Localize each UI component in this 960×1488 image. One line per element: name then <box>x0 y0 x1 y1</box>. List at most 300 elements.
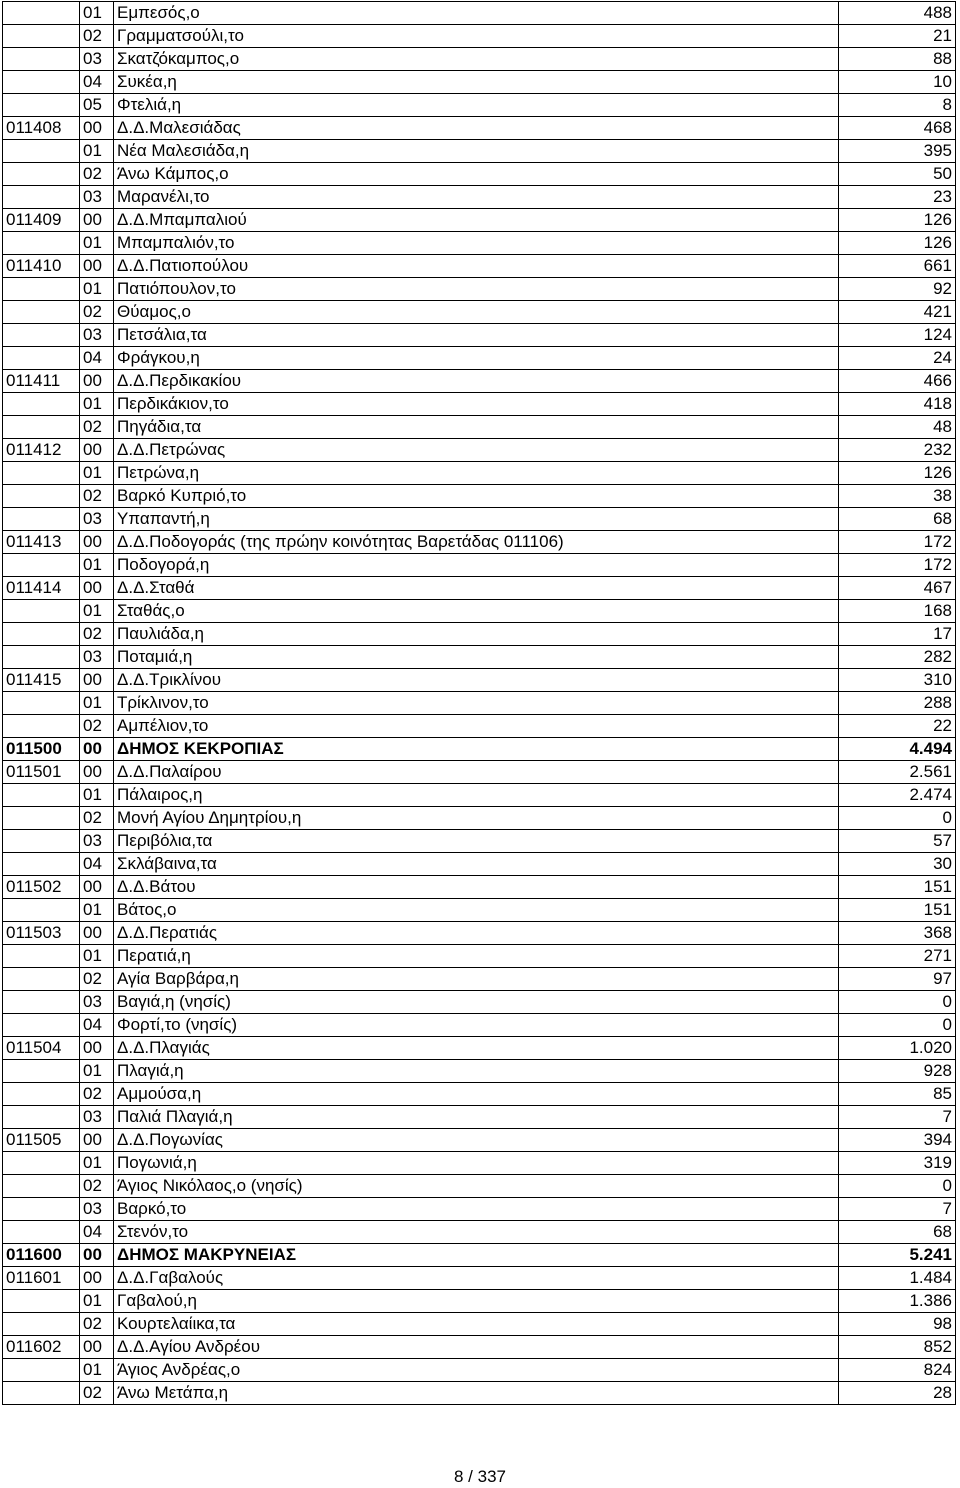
table-row <box>3 692 956 715</box>
row-code <box>3 1198 80 1221</box>
row-name: Φτελιά,η <box>114 94 839 117</box>
row-name: Άγιος Ανδρέας,ο <box>114 1359 839 1382</box>
table-row <box>3 1382 956 1405</box>
row-code <box>3 1014 80 1037</box>
row-population: 10 <box>839 71 956 94</box>
row-population: 172 <box>839 554 956 577</box>
table-row <box>3 968 956 991</box>
table-row <box>3 600 956 623</box>
row-population: 28 <box>839 1382 956 1405</box>
row-subcode: 05 <box>80 94 114 117</box>
row-name: Γραμματσούλι,το <box>114 25 839 48</box>
row-subcode: 01 <box>80 692 114 715</box>
row-code <box>3 301 80 324</box>
row-population: 68 <box>839 1221 956 1244</box>
row-population: 467 <box>839 577 956 600</box>
row-population: 97 <box>839 968 956 991</box>
row-subcode: 01 <box>80 945 114 968</box>
row-population: 48 <box>839 416 956 439</box>
row-name: Πλαγιά,η <box>114 1060 839 1083</box>
row-code <box>3 623 80 646</box>
table-row <box>3 830 956 853</box>
row-name: Βάτος,ο <box>114 899 839 922</box>
table-row <box>3 1359 956 1382</box>
row-population: 5.241 <box>839 1244 956 1267</box>
row-population: 151 <box>839 899 956 922</box>
row-population: 8 <box>839 94 956 117</box>
row-name: Δ.Δ.Μπαμπαλιού <box>114 209 839 232</box>
row-name: Δ.Δ.Πετρώνας <box>114 439 839 462</box>
row-subcode: 00 <box>80 738 114 761</box>
row-code <box>3 232 80 255</box>
row-subcode: 00 <box>80 1336 114 1359</box>
table-row <box>3 899 956 922</box>
row-population: 395 <box>839 140 956 163</box>
row-subcode: 04 <box>80 71 114 94</box>
row-code: 011408 <box>3 117 80 140</box>
row-subcode: 03 <box>80 1198 114 1221</box>
row-subcode: 01 <box>80 554 114 577</box>
row-population: 30 <box>839 853 956 876</box>
row-code <box>3 1359 80 1382</box>
row-population: 1.484 <box>839 1267 956 1290</box>
row-code <box>3 715 80 738</box>
row-subcode: 00 <box>80 669 114 692</box>
row-subcode: 02 <box>80 623 114 646</box>
row-code <box>3 393 80 416</box>
row-name: Άγιος Νικόλαος,ο (νησίς) <box>114 1175 839 1198</box>
row-code <box>3 347 80 370</box>
row-code <box>3 140 80 163</box>
row-code <box>3 646 80 669</box>
row-name: Δ.Δ.Σταθά <box>114 577 839 600</box>
row-subcode: 02 <box>80 301 114 324</box>
row-name: Παυλιάδα,η <box>114 623 839 646</box>
row-code <box>3 784 80 807</box>
row-name: Υπαπαντή,η <box>114 508 839 531</box>
table-row <box>3 1060 956 1083</box>
row-population: 85 <box>839 1083 956 1106</box>
row-code: 011410 <box>3 255 80 278</box>
table-row <box>3 738 956 761</box>
row-name: Μαρανέλι,το <box>114 186 839 209</box>
row-population: 852 <box>839 1336 956 1359</box>
row-code <box>3 416 80 439</box>
table-row <box>3 1198 956 1221</box>
table-row <box>3 1336 956 1359</box>
row-subcode: 00 <box>80 577 114 600</box>
table-row <box>3 439 956 462</box>
row-name: Πηγάδια,τα <box>114 416 839 439</box>
table-row <box>3 255 956 278</box>
row-population: 92 <box>839 278 956 301</box>
row-code <box>3 968 80 991</box>
row-population: 466 <box>839 370 956 393</box>
row-code: 011602 <box>3 1336 80 1359</box>
row-subcode: 03 <box>80 991 114 1014</box>
row-code <box>3 807 80 830</box>
row-population: 7 <box>839 1106 956 1129</box>
row-name: Σκατζόκαμπος,ο <box>114 48 839 71</box>
row-population: 168 <box>839 600 956 623</box>
row-name: Δ.Δ.Τρικλίνου <box>114 669 839 692</box>
row-name: ΔΗΜΟΣ ΜΑΚΡΥΝΕΙΑΣ <box>114 1244 839 1267</box>
table-row <box>3 991 956 1014</box>
row-population: 421 <box>839 301 956 324</box>
table-row <box>3 1221 956 1244</box>
table-row <box>3 761 956 784</box>
table-row <box>3 508 956 531</box>
row-subcode: 00 <box>80 1267 114 1290</box>
row-name: Γαβαλού,η <box>114 1290 839 1313</box>
row-subcode: 03 <box>80 48 114 71</box>
row-subcode: 01 <box>80 784 114 807</box>
table-body <box>3 2 956 1405</box>
row-name: Μπαμπαλιόν,το <box>114 232 839 255</box>
table-row <box>3 117 956 140</box>
row-subcode: 03 <box>80 830 114 853</box>
row-population: 0 <box>839 807 956 830</box>
row-name: Δ.Δ.Πλαγιάς <box>114 1037 839 1060</box>
row-subcode: 01 <box>80 232 114 255</box>
row-code <box>3 1106 80 1129</box>
row-code <box>3 1221 80 1244</box>
table-row <box>3 278 956 301</box>
row-name: Περιβόλια,τα <box>114 830 839 853</box>
table-row <box>3 1175 956 1198</box>
row-code <box>3 485 80 508</box>
row-name: Περδικάκιον,το <box>114 393 839 416</box>
row-name: Ποδογορά,η <box>114 554 839 577</box>
row-population: 368 <box>839 922 956 945</box>
row-code <box>3 94 80 117</box>
row-code <box>3 1083 80 1106</box>
row-name: Δ.Δ.Ποδογοράς (της πρώην κοινότητας Βαρετάδας 011106) <box>114 531 839 554</box>
table-row <box>3 807 956 830</box>
row-name: Εμπεσός,ο <box>114 2 839 25</box>
row-code: 011503 <box>3 922 80 945</box>
table-row <box>3 25 956 48</box>
row-code: 011504 <box>3 1037 80 1060</box>
table-row <box>3 48 956 71</box>
row-code: 011413 <box>3 531 80 554</box>
row-code <box>3 1313 80 1336</box>
row-code <box>3 991 80 1014</box>
row-code: 011411 <box>3 370 80 393</box>
row-population: 50 <box>839 163 956 186</box>
row-code <box>3 1060 80 1083</box>
row-name: Δ.Δ.Βάτου <box>114 876 839 899</box>
table-row <box>3 554 956 577</box>
row-population: 288 <box>839 692 956 715</box>
row-code <box>3 186 80 209</box>
row-name: Παλιά Πλαγιά,η <box>114 1106 839 1129</box>
row-subcode: 01 <box>80 1152 114 1175</box>
row-population: 126 <box>839 462 956 485</box>
table-row <box>3 347 956 370</box>
row-code: 011501 <box>3 761 80 784</box>
row-code <box>3 1382 80 1405</box>
row-name: Μονή Αγίου Δημητρίου,η <box>114 807 839 830</box>
row-subcode: 02 <box>80 1382 114 1405</box>
row-subcode: 00 <box>80 255 114 278</box>
row-name: Φράγκου,η <box>114 347 839 370</box>
row-name: Δ.Δ.Μαλεσιάδας <box>114 117 839 140</box>
row-population: 172 <box>839 531 956 554</box>
row-name: Πετρώνα,η <box>114 462 839 485</box>
row-code <box>3 71 80 94</box>
table-row <box>3 2 956 25</box>
row-code <box>3 600 80 623</box>
row-name: Τρίκλινον,το <box>114 692 839 715</box>
row-population: 418 <box>839 393 956 416</box>
row-name: Δ.Δ.Περατιάς <box>114 922 839 945</box>
row-population: 88 <box>839 48 956 71</box>
table-row <box>3 232 956 255</box>
table-row <box>3 922 956 945</box>
row-name: Στενόν,το <box>114 1221 839 1244</box>
row-subcode: 02 <box>80 968 114 991</box>
row-name: Πογωνιά,η <box>114 1152 839 1175</box>
row-population: 4.494 <box>839 738 956 761</box>
row-subcode: 00 <box>80 922 114 945</box>
row-subcode: 00 <box>80 761 114 784</box>
row-code <box>3 25 80 48</box>
row-subcode: 02 <box>80 163 114 186</box>
row-population: 38 <box>839 485 956 508</box>
table-row <box>3 1267 956 1290</box>
row-name: Άνω Κάμπος,ο <box>114 163 839 186</box>
row-population: 2.474 <box>839 784 956 807</box>
table-row <box>3 209 956 232</box>
row-subcode: 02 <box>80 715 114 738</box>
row-code: 011601 <box>3 1267 80 1290</box>
row-population: 0 <box>839 1014 956 1037</box>
row-code <box>3 163 80 186</box>
row-population: 0 <box>839 991 956 1014</box>
row-population: 98 <box>839 1313 956 1336</box>
row-code: 011415 <box>3 669 80 692</box>
row-subcode: 00 <box>80 876 114 899</box>
table-row <box>3 784 956 807</box>
row-subcode: 01 <box>80 1060 114 1083</box>
row-population: 0 <box>839 1175 956 1198</box>
table-row <box>3 94 956 117</box>
row-name: ΔΗΜΟΣ ΚΕΚΡΟΠΙΑΣ <box>114 738 839 761</box>
row-population: 151 <box>839 876 956 899</box>
row-population: 24 <box>839 347 956 370</box>
table-row <box>3 324 956 347</box>
row-population: 126 <box>839 232 956 255</box>
row-name: Σκλάβαινα,τα <box>114 853 839 876</box>
row-code <box>3 853 80 876</box>
row-code <box>3 48 80 71</box>
row-code <box>3 554 80 577</box>
table-row <box>3 462 956 485</box>
table-row <box>3 715 956 738</box>
row-subcode: 01 <box>80 140 114 163</box>
row-name: Κουρτελαίικα,τα <box>114 1313 839 1336</box>
row-population: 928 <box>839 1060 956 1083</box>
table-row <box>3 853 956 876</box>
row-subcode: 03 <box>80 186 114 209</box>
row-name: Άνω Μετάπα,η <box>114 1382 839 1405</box>
row-subcode: 01 <box>80 462 114 485</box>
row-name: Νέα Μαλεσιάδα,η <box>114 140 839 163</box>
row-subcode: 00 <box>80 1244 114 1267</box>
row-name: Θύαμος,ο <box>114 301 839 324</box>
row-code <box>3 1290 80 1313</box>
row-name: Περατιά,η <box>114 945 839 968</box>
row-code <box>3 2 80 25</box>
row-subcode: 02 <box>80 807 114 830</box>
row-code: 011505 <box>3 1129 80 1152</box>
row-subcode: 04 <box>80 347 114 370</box>
row-population: 271 <box>839 945 956 968</box>
row-name: Σταθάς,ο <box>114 600 839 623</box>
table-row <box>3 1290 956 1313</box>
row-name: Συκέα,η <box>114 71 839 94</box>
row-name: Βαρκό,το <box>114 1198 839 1221</box>
row-name: Βαγιά,η (νησίς) <box>114 991 839 1014</box>
row-subcode: 01 <box>80 1359 114 1382</box>
row-population: 7 <box>839 1198 956 1221</box>
row-population: 232 <box>839 439 956 462</box>
row-subcode: 00 <box>80 531 114 554</box>
row-population: 319 <box>839 1152 956 1175</box>
row-subcode: 01 <box>80 2 114 25</box>
row-code <box>3 462 80 485</box>
table-row <box>3 140 956 163</box>
page-number: 8 / 337 <box>454 1467 506 1486</box>
row-subcode: 01 <box>80 278 114 301</box>
table-row <box>3 1129 956 1152</box>
row-population: 2.561 <box>839 761 956 784</box>
row-subcode: 02 <box>80 25 114 48</box>
table-row <box>3 186 956 209</box>
table-row <box>3 416 956 439</box>
table-row <box>3 1313 956 1336</box>
row-code <box>3 278 80 301</box>
table-row <box>3 669 956 692</box>
row-subcode: 01 <box>80 600 114 623</box>
table-row <box>3 1244 956 1267</box>
row-name: Βαρκό Κυπριό,το <box>114 485 839 508</box>
row-subcode: 04 <box>80 1221 114 1244</box>
row-code <box>3 945 80 968</box>
table-row <box>3 945 956 968</box>
row-code: 011500 <box>3 738 80 761</box>
row-name: Ποταμιά,η <box>114 646 839 669</box>
row-name: Πάλαιρος,η <box>114 784 839 807</box>
table-row <box>3 577 956 600</box>
row-population: 394 <box>839 1129 956 1152</box>
table-row <box>3 646 956 669</box>
row-subcode: 02 <box>80 485 114 508</box>
table-row <box>3 393 956 416</box>
row-population: 282 <box>839 646 956 669</box>
row-population: 310 <box>839 669 956 692</box>
row-name: Δ.Δ.Περδικακίου <box>114 370 839 393</box>
row-subcode: 00 <box>80 1037 114 1060</box>
row-code <box>3 1152 80 1175</box>
row-subcode: 03 <box>80 646 114 669</box>
table-row <box>3 370 956 393</box>
table-row <box>3 301 956 324</box>
row-subcode: 00 <box>80 439 114 462</box>
row-subcode: 04 <box>80 853 114 876</box>
row-code: 011412 <box>3 439 80 462</box>
row-code: 011502 <box>3 876 80 899</box>
row-subcode: 02 <box>80 1083 114 1106</box>
row-population: 1.386 <box>839 1290 956 1313</box>
row-subcode: 02 <box>80 1175 114 1198</box>
row-code <box>3 1175 80 1198</box>
row-code <box>3 692 80 715</box>
row-code: 011600 <box>3 1244 80 1267</box>
row-code <box>3 830 80 853</box>
row-population: 21 <box>839 25 956 48</box>
row-population: 1.020 <box>839 1037 956 1060</box>
row-name: Δ.Δ.Παλαίρου <box>114 761 839 784</box>
row-population: 468 <box>839 117 956 140</box>
row-subcode: 01 <box>80 1290 114 1313</box>
row-subcode: 00 <box>80 209 114 232</box>
row-code <box>3 324 80 347</box>
row-population: 22 <box>839 715 956 738</box>
row-population: 23 <box>839 186 956 209</box>
row-name: Δ.Δ.Πατιοπούλου <box>114 255 839 278</box>
row-subcode: 02 <box>80 416 114 439</box>
row-subcode: 00 <box>80 117 114 140</box>
row-population: 124 <box>839 324 956 347</box>
row-subcode: 04 <box>80 1014 114 1037</box>
row-subcode: 03 <box>80 324 114 347</box>
row-subcode: 01 <box>80 393 114 416</box>
row-population: 57 <box>839 830 956 853</box>
table-row <box>3 1014 956 1037</box>
row-subcode: 03 <box>80 508 114 531</box>
table-row <box>3 1152 956 1175</box>
row-name: Πετσάλια,τα <box>114 324 839 347</box>
row-code: 011409 <box>3 209 80 232</box>
table-row <box>3 1106 956 1129</box>
table-row <box>3 531 956 554</box>
row-code <box>3 899 80 922</box>
row-subcode: 00 <box>80 370 114 393</box>
table-row <box>3 71 956 94</box>
row-subcode: 01 <box>80 899 114 922</box>
row-population: 17 <box>839 623 956 646</box>
row-subcode: 00 <box>80 1129 114 1152</box>
population-table <box>2 1 956 1405</box>
row-population: 126 <box>839 209 956 232</box>
row-name: Δ.Δ.Αγίου Ανδρέου <box>114 1336 839 1359</box>
row-population: 68 <box>839 508 956 531</box>
row-code: 011414 <box>3 577 80 600</box>
table-row <box>3 163 956 186</box>
table-row <box>3 623 956 646</box>
row-population: 661 <box>839 255 956 278</box>
table-row <box>3 1083 956 1106</box>
row-name: Αμπέλιον,το <box>114 715 839 738</box>
row-name: Δ.Δ.Γαβαλούς <box>114 1267 839 1290</box>
row-population: 824 <box>839 1359 956 1382</box>
row-name: Αγία Βαρβάρα,η <box>114 968 839 991</box>
table-row <box>3 485 956 508</box>
row-subcode: 02 <box>80 1313 114 1336</box>
row-name: Αμμούσα,η <box>114 1083 839 1106</box>
